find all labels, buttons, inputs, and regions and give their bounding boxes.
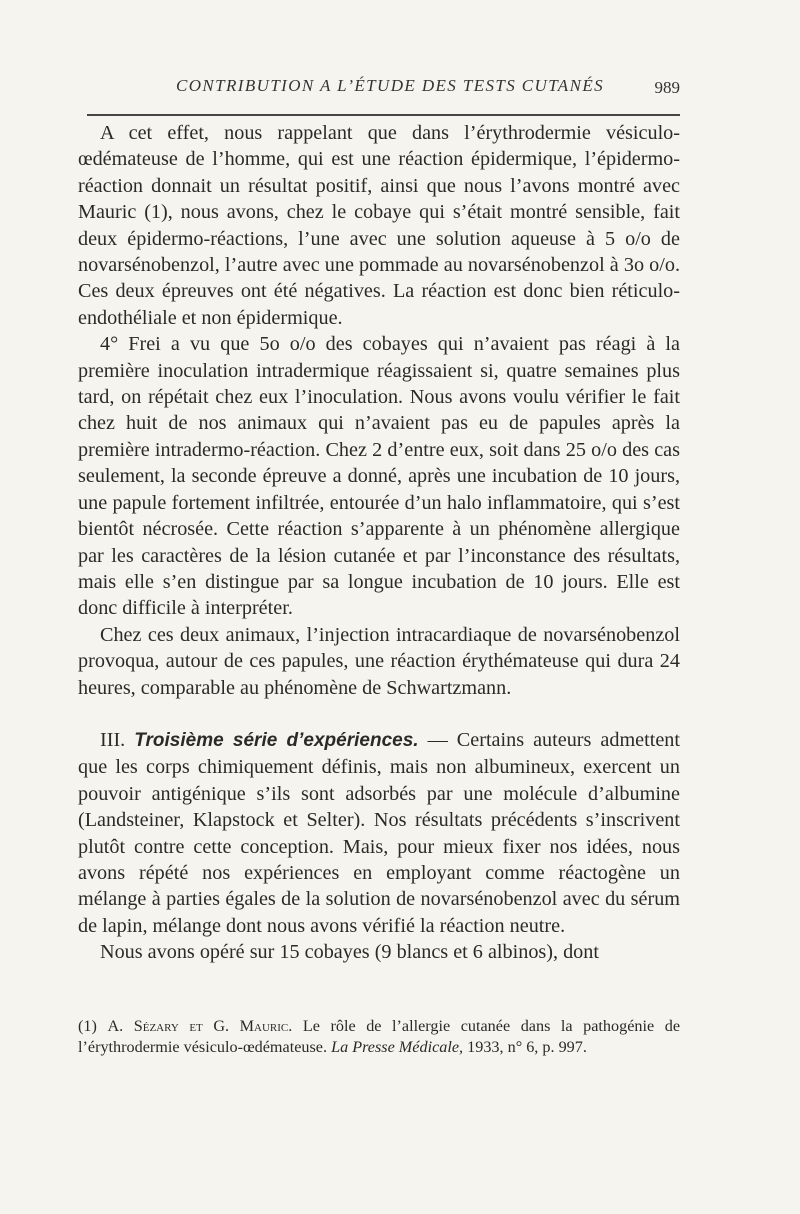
section-paragraph — [78, 727, 680, 939]
running-title: CONTRIBUTION A L’ÉTUDE DES TESTS CUTANÉS — [176, 76, 604, 95]
paragraph: A cet effet, nous rappelant que dans l’érythrodermie vésiculo-œdémateuse de l’homme, qui est une réaction épidermique, l’épidermo-réaction donnait un résultat positif, ainsi que nous l’avons montré avec Mauric (1), nous avons, chez le cobaye qui s’était montré sensible, fait deux épidermo-réactions, l’une avec une solution aqueuse à 5 o/o de novarsénobenzol, l’autre avec une pommade au novarsénobenzol à 3o o/o. Ces deux épreuves ont été négatives. La réaction est donc bien réticulo-endothéliale et non épidermique. — [78, 122, 680, 329]
section-title: Troisième série d’expériences. — [134, 729, 419, 751]
section-number: III. — [100, 728, 126, 751]
footnote-authors: A. Sézary et G. Mauric. — [107, 1017, 293, 1035]
running-header — [78, 76, 680, 102]
body-text — [78, 120, 680, 966]
footnote-text: Le rôle de l’allergie cutanée dans la pathogénie de l’érythrodermie vésiculo-œdémateuse. — [78, 1017, 681, 1056]
paragraph: Nous avons opéré sur 15 cobayes (9 blancs et 6 albinos), dont — [100, 941, 599, 964]
footnote-marker: (1) — [78, 1017, 108, 1035]
page-number: 989 — [654, 78, 680, 97]
header-rule — [87, 114, 680, 116]
paragraph: 4° Frei a vu que 5o o/o des cobayes qui n’avaient pas réagi à la première inoculation intradermique réagissaient si, quatre semaines plus tard, on répétait chez eux l’inoculation. Nous avons voulu vérifier le fait chez huit de nos animaux qui n’avaient pas eu de papules après la première intradermo-réaction. Chez 2 d’entre eux, soit dans 25 o/o des cas seulement, la seconde épreuve a donné, après une incubation de 10 jours, une papule fortement infiltrée, entourée d’un halo inflammatoire, qui s’est bientôt nécrosée. Cette réaction s’apparente à un phénomène allergique par les caractères de la lésion cutanée et par l’inconstance des résultats, mais elle s’en distingue par sa longue incubation de 10 jours. Elle est donc difficile à interpréter. — [78, 333, 680, 620]
footnote-citation: 1933, n° 6, p. 997. — [463, 1038, 587, 1056]
footnote-journal: La Presse Médicale, — [331, 1038, 464, 1056]
section-text: — Certains auteurs admettent que les corps chimiquement définis, mais non albumineux, exercent un pouvoir antigénique s’ils sont adsorbés par une molécule d’albumine (Landsteiner, Klapstock et Selter). Nos résultats précédents s’inscrivent plutôt contre cette conception. Mais, pour mieux fixer nos idées, nous avons répété nos expériences en employant comme réactogène un mélange à parties égales de la solution de novarsénobenzol avec du sérum de lapin, mélange dont nous avons vérifié la réaction neutre. — [78, 728, 680, 937]
paragraph: Chez ces deux animaux, l’injection intracardiaque de novarsénobenzol provoqua, autour de ces papules, une réaction érythémateuse qui dura 24 heures, comparable au phénomène de Schwartzmann. — [78, 623, 680, 699]
footnote — [78, 1016, 680, 1058]
